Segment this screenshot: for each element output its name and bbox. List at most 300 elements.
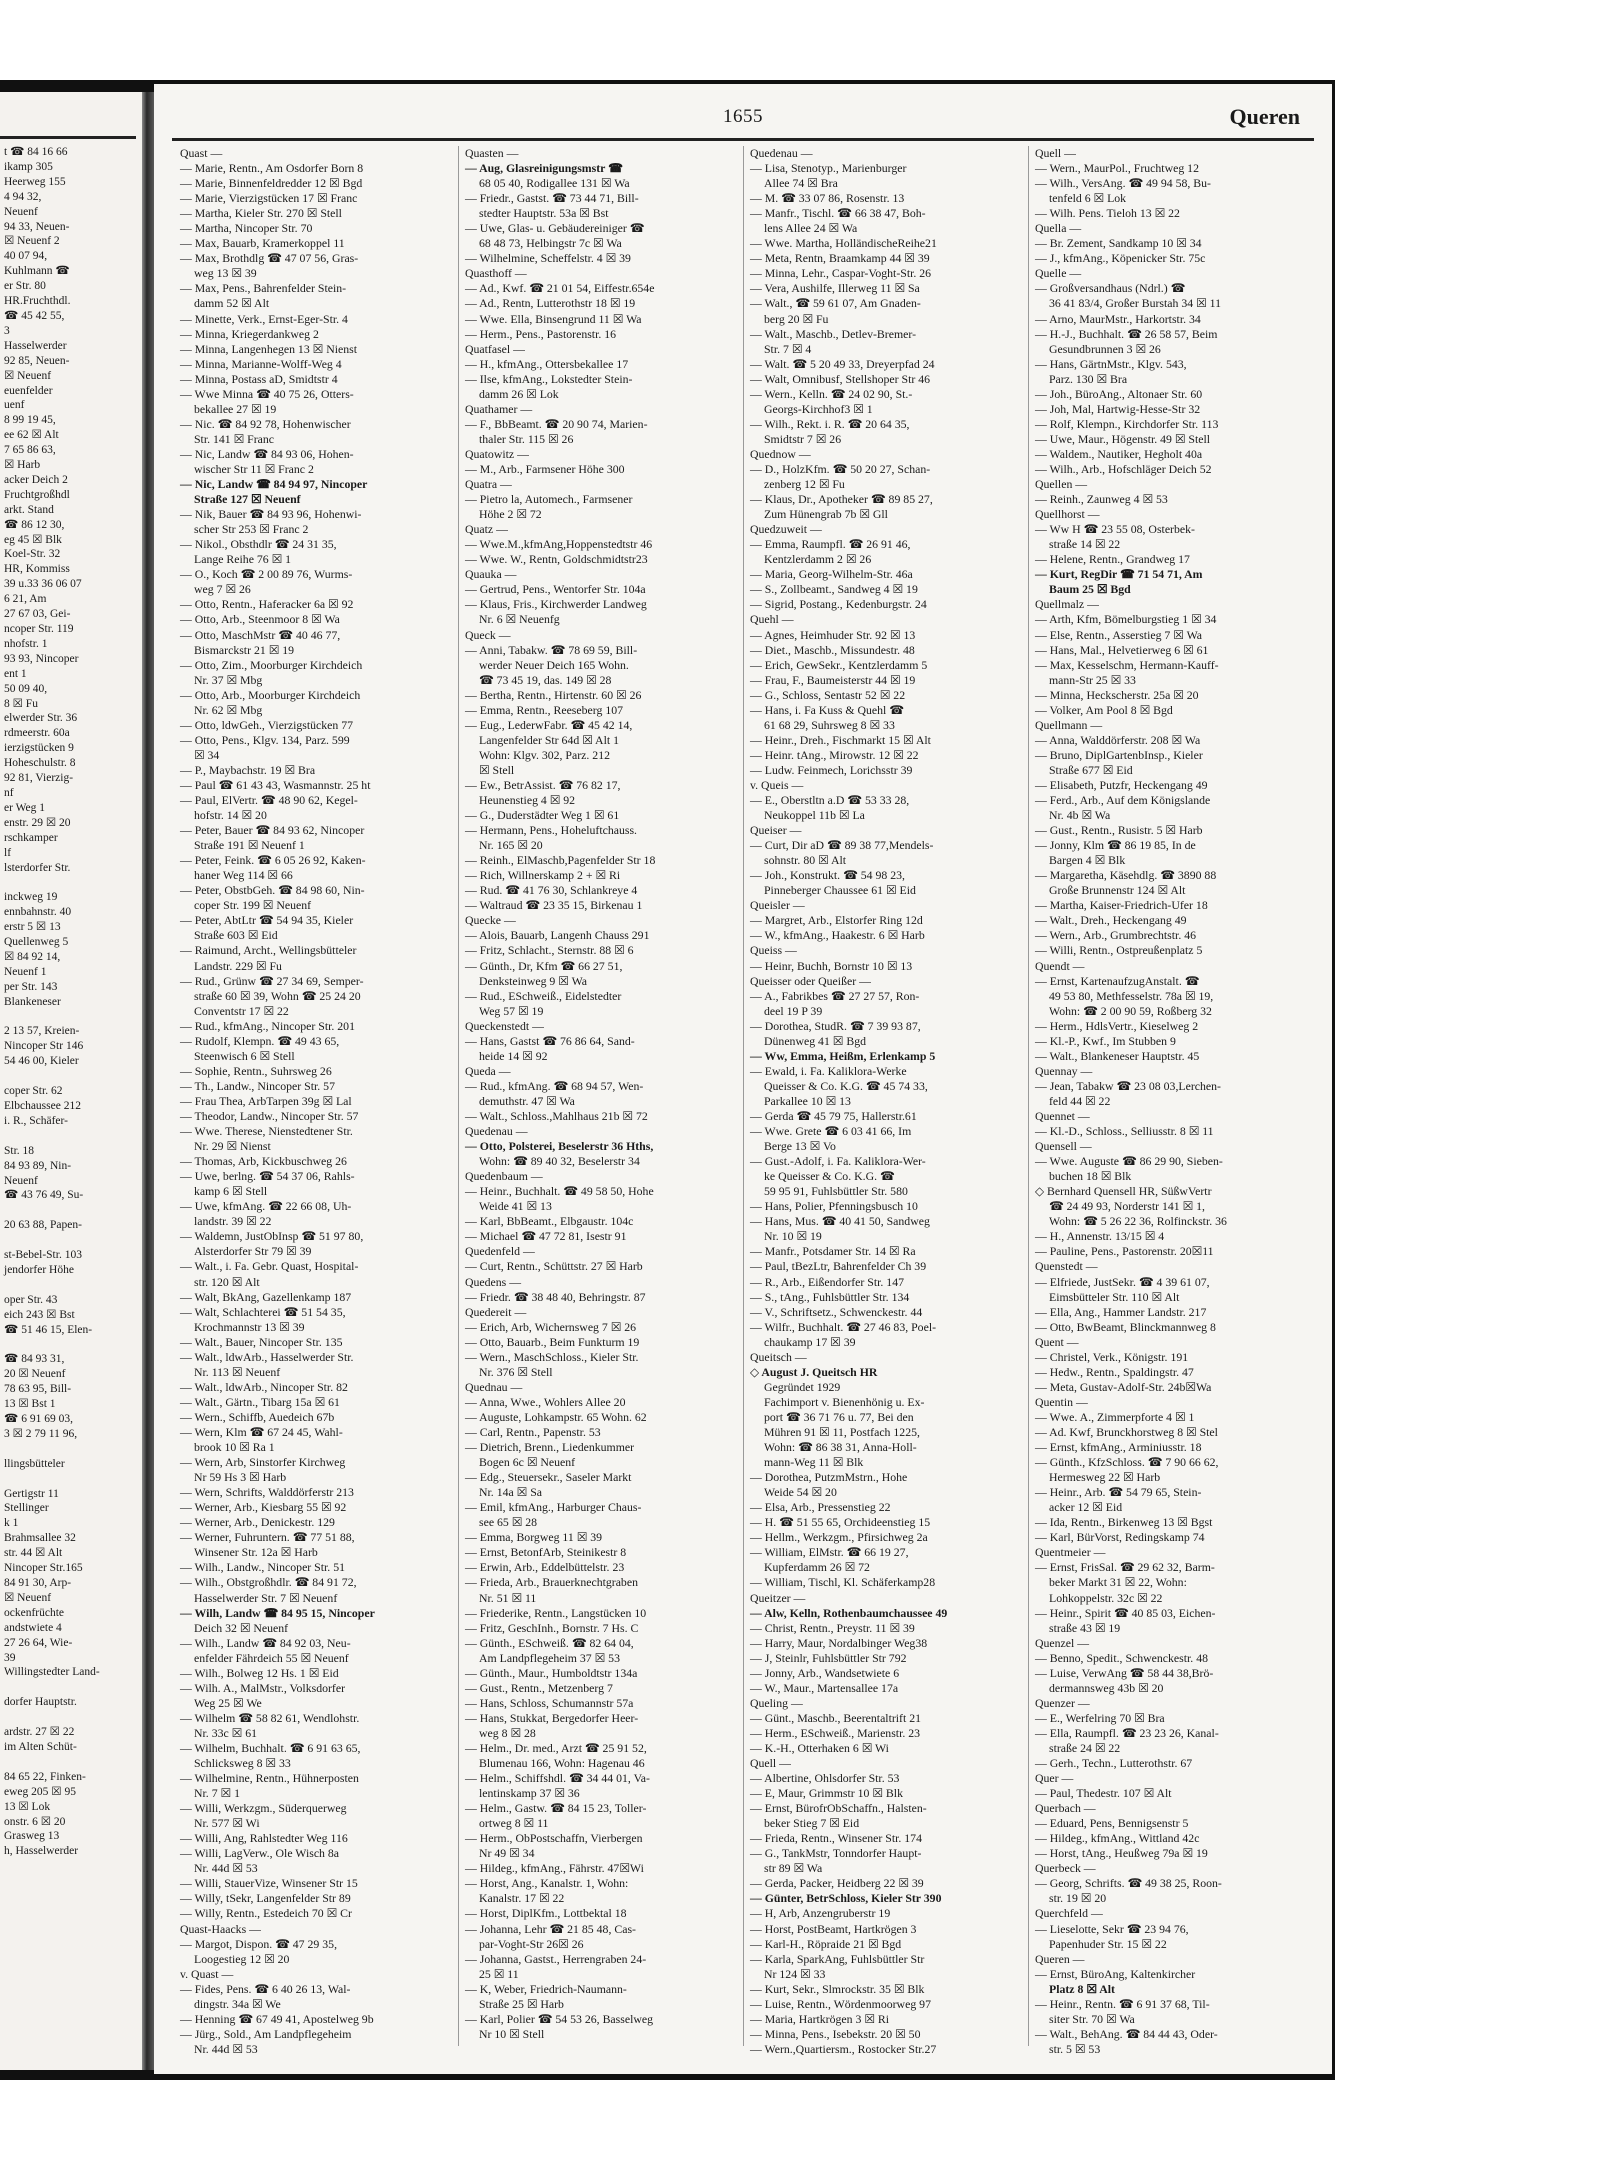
directory-entry-line: Hasselwerder Str. 7 ☒ Neuenf: [194, 1590, 338, 1605]
left-page-fragment: [0, 92, 142, 2070]
directory-entry-line: — Marie, Rentn., Am Osdorfer Born 8: [180, 161, 364, 176]
directory-entry-line: Lohkoppelstr. 32c ☒ 22: [1049, 1590, 1163, 1605]
directory-entry-line: — Wilhelm ☎ 58 82 61, Wendlohstr.: [180, 1710, 360, 1725]
directory-entry-line: Bismarckstr 21 ☒ 19: [194, 642, 295, 657]
directory-entry-line: — Heinr., Buchhalt. ☎ 49 58 50, Hohe: [465, 1184, 654, 1199]
left-fragment-line: i. R., Schäfer-: [4, 1114, 68, 1127]
directory-entry-line: enfelder Fährdeich 55 ☒ Neuenf: [194, 1650, 349, 1665]
directory-page: [154, 84, 1332, 2074]
directory-entry-line: ◇ Bernhard Quensell HR, SüßwVertr: [1035, 1184, 1212, 1199]
directory-entry-line: — Christ, Rentn., Preystr. 11 ☒ 39: [750, 1620, 915, 1635]
directory-entry-line: — Günth., ESchweiß. ☎ 82 64 04,: [465, 1635, 634, 1650]
directory-entry-line: — Gust.-Adolf, i. Fa. Kaliklora-Wer-: [750, 1154, 926, 1169]
directory-entry-line: zenberg 12 ☒ Fu: [764, 477, 845, 492]
directory-entry-line: par-Voght-Str 26☒ 26: [479, 1936, 584, 1951]
directory-entry-line: — Johanna, Gastst., Herrengraben 24-: [465, 1951, 647, 1966]
directory-entry-line: Quell —: [750, 1756, 791, 1771]
directory-entry-line: bekallee 27 ☒ 19: [194, 401, 277, 416]
directory-entry-line: — Klaus, Fris., Kirchwerder Landweg: [465, 597, 647, 612]
directory-entry-line: Wohn: ☎ 2 00 90 59, Roßberg 32: [1049, 1003, 1212, 1018]
directory-entry-line: — Uwe, berlng. ☎ 54 37 06, Rahls-: [180, 1169, 355, 1184]
directory-entry-line: — Hans, GärtnMstr., Klgv. 543,: [1035, 356, 1187, 371]
directory-entry-line: — Joh., BüroAng., Altonaer Str. 60: [1035, 386, 1203, 401]
directory-entry-line: 59 95 91, Fuhlsbüttler Str. 580: [764, 1184, 908, 1199]
directory-entry-line: Quellen —: [1035, 477, 1088, 492]
directory-entry-line: Weide 54 ☒ 20: [764, 1485, 837, 1500]
left-fragment-line: ☒ Neuenf: [4, 369, 52, 382]
directory-entry-line: — Ww H ☎ 23 55 08, Osterbek-: [1035, 522, 1195, 537]
directory-entry-line: — Volker, Am Pool 8 ☒ Bgd: [1035, 702, 1173, 717]
directory-entry-line: — W., Maur., Martensallee 17a: [750, 1680, 899, 1695]
left-fragment-line: dorfer Hauptstr.: [4, 1696, 77, 1709]
left-fragment-line: Nincoper Str 146: [4, 1040, 84, 1053]
directory-entry-line: mann-Weg 11 ☒ Blk: [764, 1455, 864, 1470]
left-fragment-line: acker Deich 2: [4, 473, 68, 486]
left-fragment-line: [0, 1680, 142, 1695]
directory-entry-line: Landstr. 229 ☒ Fu: [194, 958, 282, 973]
directory-entry-line: — Ella, Raumpfl. ☎ 23 23 26, Kanal-: [1035, 1725, 1219, 1740]
directory-entry-line: — Bruno, DiplGartenbInsp., Kieler: [1035, 747, 1203, 762]
left-fragment-line: lf: [4, 846, 12, 859]
directory-entry-line: Steenwisch 6 ☒ Stell: [194, 1048, 295, 1063]
directory-entry-line: — Alois, Bauarb, Langenh Chauss 291: [465, 928, 650, 943]
left-fragment-line: ennbahnstr. 40: [4, 906, 72, 919]
directory-entry-line: Straße 677 ☒ Eid: [1049, 762, 1133, 777]
directory-entry-line: Nr. 62 ☒ Mbg: [194, 702, 263, 717]
directory-entry-line: Queitzer —: [750, 1590, 806, 1605]
left-fragment-line: Kuhlmann ☎: [4, 265, 70, 278]
directory-entry-line: — Hans, Mal., Helvetierweg 6 ☒ 61: [1035, 642, 1209, 657]
directory-entry-line: — H., Annenstr. 13/15 ☒ 4: [1035, 1229, 1165, 1244]
directory-entry-line: — Karl-H., Röpraide 21 ☒ Bgd: [750, 1936, 902, 1951]
directory-entry-line: — Horst, Ang., Kanalstr. 1, Wohn:: [465, 1876, 629, 1891]
left-fragment-line: 8 ☒ Fu: [4, 697, 38, 710]
directory-entry-line: — Raimund, Archt., Wellingsbütteler: [180, 943, 357, 958]
directory-entry-line: — H. ☎ 51 55 65, Orchideenstieg 15: [750, 1515, 931, 1530]
directory-entry-line: — Rud. ☎ 41 76 30, Schlankreye 4: [465, 883, 638, 898]
directory-entry-line: — Auguste, Lohkampstr. 65 Wohn. 62: [465, 1409, 647, 1424]
directory-entry-line: — Herm., ObPostschaffn, Vierbergen: [465, 1831, 643, 1846]
directory-entry-line: Bargen 4 ☒ Blk: [1049, 853, 1126, 868]
directory-entry-line: — Wern., Schiffb, Auedeich 67b: [180, 1409, 335, 1424]
directory-entry-line: — Max, Bauarb, Kramerkoppel 11: [180, 236, 345, 251]
left-fragment-line: enstr. 29 ☒ 20: [4, 816, 71, 829]
directory-entry-line: 61 68 29, Suhrsweg 8 ☒ 33: [764, 717, 895, 732]
left-fragment-line: HR, Kommiss: [4, 563, 70, 576]
directory-column-2: [459, 146, 744, 2046]
directory-entry-line: — Uwe, kfmAng. ☎ 22 66 08, Uh-: [180, 1199, 352, 1214]
directory-entry-line: — Rolf, Klempn., Kirchdorfer Str. 113: [1035, 416, 1219, 431]
directory-entry-line: — Meta, Gustav-Adolf-Str. 24b☒Wa: [1035, 1379, 1212, 1394]
directory-entry-line: — Ella, Ang., Hammer Landstr. 217: [1035, 1304, 1207, 1319]
directory-entry-line: — Herm., HdlsVertr., Kieselweg 2: [1035, 1018, 1199, 1033]
directory-entry-line: deel 19 P 39: [764, 1003, 823, 1018]
left-fragment-line: HR.Fruchthdl.: [4, 295, 71, 308]
directory-entry-line: — Wern, Schrifts, Walddörferstr 213: [180, 1485, 354, 1500]
directory-entry-line: Parz. 130 ☒ Bra: [1049, 371, 1128, 386]
directory-entry-line: damm 52 ☒ Alt: [194, 296, 270, 311]
left-fragment-line: Gertigstr 11: [4, 1487, 59, 1500]
directory-entry-line: — Kurt, RegDir ☎ 71 54 71, Am: [1035, 567, 1203, 582]
directory-entry-line: — Wwe.M.,kfmAng,Hoppenstedtstr 46: [465, 537, 653, 552]
directory-entry-line: — Walt., ☎ 59 61 07, Am Gnaden-: [750, 296, 921, 311]
left-fragment-line: Elbchaussee 212: [4, 1100, 81, 1112]
directory-entry-line: — Heinr., Arb. ☎ 54 79 65, Stein-: [1035, 1485, 1202, 1500]
left-fragment-line: oper Str. 43: [4, 1293, 58, 1306]
directory-entry-line: — Helm., Gastw. ☎ 84 15 23, Toller-: [465, 1801, 647, 1816]
directory-entry-line: — Wilh., Obstgroßhdlr. ☎ 84 91 72,: [180, 1575, 357, 1590]
directory-entry-line: hofstr. 14 ☒ 20: [194, 808, 267, 823]
directory-entry-line: — Johanna, Lehr ☎ 21 85 48, Cas-: [465, 1921, 636, 1936]
directory-entry-line: feld 44 ☒ 22: [1049, 1093, 1111, 1108]
left-fragment-line: Grasweg 13: [4, 1830, 60, 1843]
directory-entry-line: Nr 10 ☒ Stell: [479, 2026, 545, 2041]
directory-entry-line: — Maria, Georg-Wilhelm-Str. 46a: [750, 567, 913, 582]
directory-entry-line: dermannsweg 43b ☒ 20: [1049, 1680, 1164, 1695]
directory-entry-line: — Otto, Arb., Steenmoor 8 ☒ Wa: [180, 612, 340, 627]
directory-entry-line: Gegründet 1929: [764, 1379, 841, 1394]
directory-entry-line: haner Weg 114 ☒ 66: [194, 868, 293, 883]
left-fragment-line: Neuenf: [4, 205, 38, 218]
left-fragment-line: andstwiete 4: [4, 1621, 62, 1634]
directory-entry-line: — Erich, Arb, Wichernsweg 7 ☒ 26: [465, 1319, 637, 1334]
directory-entry-line: Quast —: [180, 146, 223, 160]
directory-entry-line: Quentmeier —: [1035, 1545, 1106, 1560]
left-fragment-line: 54 46 00, Kieler: [4, 1055, 79, 1068]
left-fragment-line: 13 ☒ Lok: [4, 1800, 51, 1813]
directory-entry-line: Am Landpflegeheim 37 ☒ 53: [479, 1650, 620, 1665]
directory-entry-line: — Friedr., Gastst. ☎ 73 44 71, Bill-: [465, 191, 639, 206]
directory-entry-line: tenfeld 6 ☒ Lok: [1049, 191, 1127, 206]
directory-entry-line: — Otto, BwBeamt, Blinckmannweg 8: [1035, 1319, 1216, 1334]
directory-entry-line: — Emma, Borgweg 11 ☒ 39: [465, 1530, 603, 1545]
directory-entry-line: Quennay —: [1035, 1063, 1093, 1078]
directory-entry-line: Loogestieg 12 ☒ 20: [194, 1951, 290, 1966]
directory-entry-line: Parkallee 10 ☒ 13: [764, 1093, 851, 1108]
directory-entry-line: Krochmannstr 13 ☒ 39: [194, 1319, 305, 1334]
directory-entry-line: — Dorothea, StudR. ☎ 7 39 93 87,: [750, 1018, 921, 1033]
directory-entry-line: Quellmalz —: [1035, 597, 1099, 612]
left-fragment-line: eich 243 ☒ Bst: [4, 1308, 75, 1321]
directory-entry-line: Quellmann —: [1035, 717, 1103, 732]
directory-entry-line: — Wwe Minna ☎ 40 75 26, Otters-: [180, 386, 354, 401]
directory-entry-line: Quednow —: [750, 446, 811, 461]
directory-entry-line: Queitsch —: [750, 1349, 807, 1364]
left-fragment-line: 4 94 32,: [4, 190, 42, 203]
directory-entry-line: — Minette, Verk., Ernst-Eger-Str. 4: [180, 311, 348, 326]
directory-entry-line: — Bertha, Rentn., Hirtenstr. 60 ☒ 26: [465, 687, 642, 702]
left-fragment-line: [0, 1338, 142, 1353]
directory-columns: [174, 146, 1314, 2056]
directory-entry-line: Quedens —: [465, 1274, 522, 1289]
left-fragment-line: Nincoper Str.165: [4, 1562, 83, 1575]
directory-entry-line: — Wilfr., Buchhalt. ☎ 27 46 83, Poel-: [750, 1319, 937, 1334]
directory-entry-line: — Kl.-D., Schloss., Selliusstr. 8 ☒ 11: [1035, 1124, 1214, 1139]
directory-entry-line: — Rud., Grünw ☎ 27 34 69, Semper-: [180, 973, 364, 988]
left-fragment-line: ockenfrüchte: [4, 1606, 65, 1619]
left-fragment-line: jendorfer Höhe: [4, 1263, 74, 1276]
directory-entry-line: — Wilh., Landw., Nincoper Str. 51: [180, 1560, 345, 1575]
left-fragment-line: coper Str. 62: [4, 1085, 63, 1098]
directory-entry-line: — Friederike, Rentn., Langstücken 10: [465, 1605, 647, 1620]
directory-entry-line: Denksteinweg 9 ☒ Wa: [479, 973, 588, 988]
directory-entry-line: mann-Str 25 ☒ 33: [1049, 672, 1136, 687]
directory-entry-line: — Walt, BkAng, Gazellenkamp 187: [180, 1289, 352, 1304]
directory-entry-line: demuthstr. 47 ☒ Wa: [479, 1093, 575, 1108]
directory-entry-line: Quatfasel —: [465, 341, 525, 356]
directory-entry-line: Kentzlerdamm 2 ☒ 26: [764, 552, 872, 567]
directory-entry-line: — Emma, Raumpfl. ☎ 26 91 46,: [750, 537, 911, 552]
directory-entry-line: — R., Arb., Eißendorfer Str. 147: [750, 1274, 904, 1289]
directory-entry-line: Nr. 7 ☒ 1: [194, 1786, 240, 1801]
directory-entry-line: — Jean, Tabakw ☎ 23 08 03,Lerchen-: [1035, 1078, 1221, 1093]
directory-entry-line: — Arno, MaurMstr., Harkortstr. 34: [1035, 311, 1201, 326]
directory-entry-line: — Lieselotte, Sekr ☎ 23 94 76,: [1035, 1921, 1189, 1936]
directory-entry-line: — Wwe. Auguste ☎ 86 29 90, Sieben-: [1035, 1154, 1223, 1169]
left-fragment-line: t ☎ 84 16 66: [4, 146, 68, 158]
directory-entry-line: — Wilh., Bolweg 12 Hs. 1 ☒ Eid: [180, 1665, 339, 1680]
left-fragment-line: ☒ Neuenf: [4, 1591, 52, 1604]
directory-entry-line: — Walt., Blankeneser Hauptstr. 45: [1035, 1048, 1200, 1063]
directory-entry-line: v. Quast —: [180, 1966, 234, 1981]
directory-entry-line: ☒ 34: [194, 747, 220, 762]
left-fragment-line: ☒ Harb: [4, 459, 41, 472]
directory-entry-line: — Walt., ldwArb., Hasselwerder Str.: [180, 1349, 354, 1364]
directory-entry-line: — Joh., Konstrukt. ☎ 54 98 23,: [750, 868, 905, 883]
directory-entry-line: Nr. 14a ☒ Sa: [479, 1485, 542, 1500]
directory-entry-line: — Nic. ☎ 84 92 78, Hohenwischer: [180, 416, 351, 431]
left-fragment-line: Blankeneser: [4, 995, 61, 1008]
directory-entry-line: Queck —: [465, 627, 511, 642]
directory-entry-line: Georgs-Kirchhof3 ☒ 1: [764, 401, 873, 416]
directory-entry-line: Kanalstr. 17 ☒ 22: [479, 1891, 565, 1906]
directory-entry-line: — Wilh. Pens. Tieloh 13 ☒ 22: [1035, 206, 1180, 221]
left-fragment-line: ikamp 305: [4, 160, 53, 173]
running-head: Queren: [1229, 104, 1300, 129]
left-fragment-line: uenf: [4, 399, 25, 412]
left-fragment-line: ☎ 51 46 15, Elen-: [4, 1323, 93, 1336]
directory-entry-line: — Meta, Rentn, Braamkamp 44 ☒ 39: [750, 251, 930, 266]
directory-entry-line: Platz 8 ☒ Alt: [1049, 1981, 1115, 1996]
directory-entry-line: — Nikol., Obsthdlr ☎ 24 31 35,: [180, 537, 337, 552]
directory-entry-line: — Karl, Polier ☎ 54 53 26, Basselweg: [465, 2011, 654, 2026]
directory-entry-line: — H, Arb, Anzengruberstr 19: [750, 1906, 891, 1921]
left-fragment-line: Willingstedter Land-: [4, 1666, 100, 1679]
directory-entry-line: — Dorothea, PutzmMstrn., Hohe: [750, 1470, 908, 1485]
directory-entry-line: — Minna, Kriegerdankweg 2: [180, 326, 319, 341]
directory-entry-line: Queda —: [465, 1063, 511, 1078]
directory-entry-line: — Wilhelmine, Rentn., Hühnerposten: [180, 1771, 359, 1786]
directory-entry-line: — Minna, Lehr., Caspar-Voght-Str. 26: [750, 266, 932, 281]
directory-entry-line: — Waltraud ☎ 23 35 15, Birkenau 1: [465, 898, 643, 913]
directory-entry-line: — Walt., Schloss.,Mahlhaus 21b ☒ 72: [465, 1109, 648, 1123]
directory-entry-line: — Hans, Stukkat, Bergedorfer Heer-: [465, 1710, 639, 1725]
left-fragment-line: rschkamper: [4, 831, 58, 844]
directory-entry-line: Quasthoff —: [465, 266, 527, 281]
directory-entry-line: coper Str. 199 ☒ Neuenf: [194, 898, 312, 913]
directory-entry-line: — Curt, Dir aD ☎ 89 38 77,Mendels-: [750, 838, 934, 853]
left-fragment-line: [0, 1233, 142, 1248]
directory-entry-line: — Eduard, Pens, Bennigsenstr 5: [1035, 1816, 1189, 1831]
directory-entry-line: Quenzel —: [1035, 1635, 1090, 1650]
directory-entry-line: Quer —: [1035, 1771, 1074, 1786]
directory-entry-line: Gesundbrunnen 3 ☒ 26: [1049, 341, 1161, 356]
directory-entry-line: Quendt —: [1035, 958, 1085, 973]
directory-entry-line: — Br. Zement, Sandkamp 10 ☒ 34: [1035, 236, 1202, 251]
directory-entry-line: — Erwin, Arb., Eddelbüttelstr. 23: [465, 1560, 625, 1575]
directory-entry-line: — Georg, Schrifts. ☎ 49 38 25, Roon-: [1035, 1876, 1222, 1891]
directory-entry-line: — Reinh., Zaunweg 4 ☒ 53: [1035, 492, 1168, 507]
header-rule: [172, 138, 1314, 141]
directory-entry-line: — G., Duderstädter Weg 1 ☒ 61: [465, 808, 620, 823]
directory-entry-line: Queiser —: [750, 823, 802, 838]
directory-entry-line: — Jürg., Sold., Am Landpflegeheim: [180, 2026, 352, 2041]
directory-entry-line: — E, Maur, Grimmstr 10 ☒ Blk: [750, 1786, 903, 1801]
directory-entry-line: lentinskamp 37 ☒ 36: [479, 1786, 580, 1801]
left-fragment-line: ardstr. 27 ☒ 22: [4, 1726, 75, 1739]
left-fragment-line: ☎ 43 76 49, Su-: [4, 1189, 84, 1202]
directory-entry-line: — Hans, Schloss, Schumannstr 57a: [465, 1695, 634, 1710]
directory-entry-line: — E., Werfelring 70 ☒ Bra: [1035, 1710, 1165, 1725]
directory-entry-line: Quenstedt —: [1035, 1259, 1098, 1274]
directory-entry-line: acker 12 ☒ Eid: [1049, 1500, 1123, 1515]
directory-entry-line: — Ernst, BüroAng, Kaltenkircher: [1035, 1966, 1196, 1981]
left-fragment-line: euenfelder: [4, 384, 53, 397]
directory-entry-line: — Wern., Kelln. ☎ 24 02 90, St.-: [750, 386, 913, 401]
directory-entry-line: 25 ☒ 11: [479, 1966, 519, 1981]
directory-entry-line: Queisser & Co. K.G. ☎ 45 74 33,: [764, 1078, 928, 1093]
directory-entry-line: — Ad., Rentn, Lutterothstr 18 ☒ 19: [465, 296, 636, 311]
directory-entry-line: — Else, Rentn., Asserstieg 7 ☒ Wa: [1035, 627, 1203, 642]
directory-entry-line: — Willi, Werkzgm., Süderquerweg: [180, 1801, 347, 1816]
directory-entry-line: Quedereit —: [465, 1304, 527, 1319]
directory-entry-line: Nr. 44d ☒ 53: [194, 1861, 258, 1876]
directory-entry-line: Große Brunnenstr 124 ☒ Alt: [1049, 883, 1186, 898]
left-fragment-line: 50 09 40,: [4, 682, 48, 695]
directory-entry-line: Neukoppel 11b ☒ La: [764, 808, 865, 823]
directory-entry-line: Schlicksweg 8 ☒ 33: [194, 1756, 291, 1771]
directory-entry-line: — Paul, Thedestr. 107 ☒ Alt: [1035, 1786, 1172, 1801]
directory-entry-line: stedter Hauptstr. 53a ☒ Bst: [479, 206, 609, 221]
directory-entry-line: — Otto, Pens., Klgv. 134, Parz. 599: [180, 732, 350, 747]
directory-entry-line: — Rud., kfmAng. ☎ 68 94 57, Wen-: [465, 1078, 644, 1093]
directory-entry-line: — Heinr., Rentn. ☎ 6 91 37 68, Til-: [1035, 1996, 1210, 2011]
directory-entry-line: — Wwe. A., Zimmerpforte 4 ☒ 1: [1035, 1409, 1195, 1424]
left-fragment-line: Neuenf: [4, 1174, 38, 1187]
directory-entry-line: Quedenbaum —: [465, 1169, 543, 1184]
directory-entry-line: Queling —: [750, 1695, 803, 1710]
directory-column-3: [744, 146, 1029, 2056]
directory-entry-line: werder Neuer Deich 165 Wohn.: [479, 657, 629, 672]
directory-entry-line: — Marie, Vierzigstücken 17 ☒ Franc: [180, 191, 358, 206]
page-header: [172, 102, 1314, 132]
directory-entry-line: berg 20 ☒ Fu: [764, 311, 829, 326]
left-fragment-line: 84 91 30, Arp-: [4, 1577, 72, 1589]
directory-entry-line: — Max, Kesselschm, Hermann-Kauff-: [1035, 657, 1219, 672]
directory-entry-line: Nr 124 ☒ 33: [764, 1966, 826, 1981]
left-fragment-line: [0, 1278, 142, 1293]
directory-entry-line: sohnstr. 80 ☒ Alt: [764, 853, 847, 868]
directory-entry-line: port ☎ 36 71 76 u. 77, Bei den: [764, 1409, 914, 1424]
directory-entry-line: — Minna, Heckscherstr. 25a ☒ 20: [1035, 687, 1199, 702]
directory-entry-line: — Peter, Bauer ☎ 84 93 62, Nincoper: [180, 823, 365, 838]
directory-entry-line: Quedzuweit —: [750, 522, 822, 537]
left-fragment-line: eweg 205 ☒ 95: [4, 1785, 76, 1798]
directory-entry-line: — Diet., Maschb., Missundestr. 48: [750, 642, 915, 657]
directory-entry-line: ◇ August J. Queitsch HR: [750, 1364, 878, 1379]
left-fragment-line: [0, 1442, 142, 1457]
left-fragment-line: [0, 875, 142, 890]
directory-entry-line: — Minna, Postass aD, Smidtstr 4: [180, 371, 338, 386]
directory-entry-line: — Walt., BehAng. ☎ 84 44 43, Oder-: [1035, 2026, 1218, 2041]
directory-entry-line: — Horst, PostBeamt, Hartkrögen 3: [750, 1921, 917, 1936]
directory-entry-line: — Günt., Maschb., Beerentaltrift 21: [750, 1710, 922, 1725]
directory-entry-line: — Walt., i. Fa. Gebr. Quast, Hospital-: [180, 1259, 359, 1274]
directory-entry-line: — William, Tischl, Kl. Schäferkamp28: [750, 1575, 936, 1590]
directory-entry-line: Quasten —: [465, 146, 519, 160]
directory-entry-line: — Michael ☎ 47 72 81, Isestr 91: [465, 1229, 627, 1244]
directory-entry-line: — G., Schloss, Sentastr 52 ☒ 22: [750, 687, 906, 702]
directory-entry-line: brook 10 ☒ Ra 1: [194, 1440, 275, 1455]
directory-entry-line: — Ernst, BetonfArb, Steinikestr 8: [465, 1545, 627, 1560]
directory-entry-line: — Eug., LederwFabr. ☎ 45 42 14,: [465, 717, 633, 732]
directory-entry-line: — Gerda, Packer, Heidberg 22 ☒ 39: [750, 1876, 924, 1891]
directory-entry-line: — D., HolzKfm. ☎ 50 20 27, Schan-: [750, 461, 931, 476]
directory-entry-line: Straße 603 ☒ Eid: [194, 928, 278, 943]
directory-entry-line: — Thomas, Arb, Kickbuschweg 26: [180, 1154, 347, 1169]
directory-entry-line: 68 48 73, Helbingstr 7c ☒ Wa: [479, 236, 622, 251]
directory-entry-line: — Anna, Walddörferstr. 208 ☒ Wa: [1035, 732, 1201, 747]
directory-entry-line: 36 41 83/4, Großer Burstah 34 ☒ 11: [1049, 296, 1221, 311]
directory-entry-line: — H., kfmAng., Ottersbekallee 17: [465, 356, 629, 371]
directory-entry-line: str 89 ☒ Wa: [764, 1861, 823, 1876]
directory-entry-line: — Horst, tAng., Heußweg 79a ☒ 19: [1035, 1846, 1208, 1861]
directory-entry-line: — Helene, Rentn., Grandweg 17: [1035, 552, 1190, 567]
directory-entry-line: — Helm., Dr. med., Arzt ☎ 25 91 52,: [465, 1740, 647, 1755]
directory-entry-line: str. 19 ☒ 20: [1049, 1891, 1107, 1906]
directory-entry-line: Hermesweg 22 ☒ Harb: [1049, 1470, 1161, 1485]
directory-entry-line: Str. 7 ☒ 4: [764, 341, 812, 356]
directory-entry-line: — Agnes, Heimhuder Str. 92 ☒ 13: [750, 627, 916, 642]
left-fragment-line: 3: [4, 324, 10, 337]
directory-entry-line: — Willy, tSekr, Langenfelder Str 89: [180, 1891, 351, 1906]
directory-entry-line: Quella —: [1035, 221, 1082, 236]
directory-entry-line: kamp 6 ☒ Stell: [194, 1184, 268, 1199]
directory-entry-line: — Aug, Glasreinigungsmstr ☎: [465, 161, 623, 176]
directory-entry-line: — Wern., MaschSchloss., Kieler Str.: [465, 1349, 639, 1364]
directory-entry-line: — Rudolf, Klempn. ☎ 49 43 65,: [180, 1033, 340, 1048]
directory-entry-line: — Großversandhaus (Ndrl.) ☎: [1035, 281, 1186, 296]
directory-entry-line: — Margot, Dispon. ☎ 47 29 35,: [180, 1936, 338, 1951]
directory-entry-line: Mühren 91 ☒ 11, Postfach 1225,: [764, 1424, 920, 1439]
directory-entry-line: Nr 59 Hs 3 ☒ Harb: [194, 1470, 287, 1485]
directory-entry-line: Nr. 33c ☒ 61: [194, 1725, 257, 1740]
directory-entry-line: Eimsbütteler Str. 110 ☒ Alt: [1049, 1289, 1180, 1304]
directory-entry-line: — Otto, Polsterei, Beselerstr 36 Hths,: [465, 1139, 654, 1154]
left-fragment-line: Hoheschulstr. 8: [4, 757, 76, 770]
directory-entry-line: — H.-J., Buchhalt. ☎ 26 58 57, Beim: [1035, 326, 1218, 341]
directory-entry-line: — Wwe. Therese, Nienstedtener Str.: [180, 1124, 353, 1139]
directory-entry-line: — Ludw. Feinmech, Lorichsstr 39: [750, 762, 913, 777]
directory-entry-line: siter Str. 70 ☒ Wa: [1049, 2011, 1135, 2026]
left-fragment-line: ☒ Neuenf 2: [4, 235, 60, 248]
left-fragment-line: ☎ 6 91 69 03,: [4, 1413, 73, 1426]
left-fragment-line: str. 44 ☒ Alt: [4, 1547, 63, 1560]
directory-entry-line: — Marie, Binnenfeldredder 12 ☒ Bgd: [180, 176, 363, 191]
left-fragment-line: eg 45 ☒ Blk: [4, 533, 62, 546]
directory-entry-line: Quell —: [1035, 146, 1076, 160]
directory-entry-line: — Wilh., Rekt. i. R. ☎ 20 64 35,: [750, 416, 910, 431]
